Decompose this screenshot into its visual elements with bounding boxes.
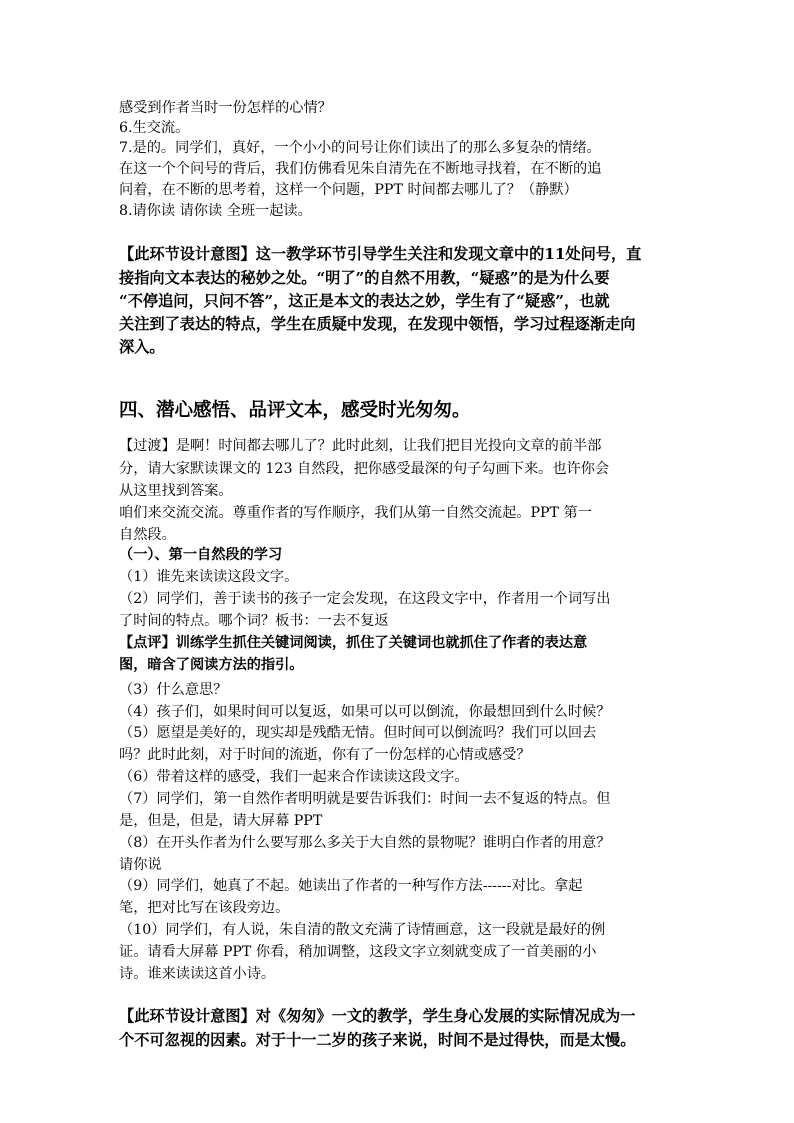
text-line: 分，请大家默读课文的 123 自然段，把你感受最深的句子勾画下来。也许你会 — [119, 461, 610, 477]
text-line: 诗。谁来读读这首小诗。 — [119, 966, 276, 982]
text-line: 了时间的特点。哪个词？板书：一去不复返 — [119, 613, 389, 629]
text-line: （5）愿望是美好的，现实却是残酷无情。但时间可以倒流吗？我们可以回去 — [119, 725, 597, 741]
text-line: （4）孩子们，如果时间可以复返，如果可以可以倒流，你最想回到什么时候？ — [119, 704, 611, 720]
design-intent-line: 【此环节设计意图】这一教学环节引导学生关注和发现文章中的11处问号，直 — [119, 245, 642, 263]
text-line: （7）同学们，第一自然作者明明就是要告诉我们：时间一去不复返的特点。但 — [119, 791, 611, 807]
text-line: 吗？此时此刻，对于时间的流逝，你有了一份怎样的心情或感受？ — [119, 747, 531, 763]
section-heading: 四、潜心感悟、品评文本，感受时光匆匆。 — [119, 400, 471, 421]
text-line: 问着，在不断的思考着，这样一个问题，PPT 时间都去哪儿了？（静默） — [119, 182, 578, 198]
text-line: （9）同学们，她真了不起。她读出了作者的一种写作方法------对比。拿起 — [119, 878, 583, 894]
subsection-title: （一）、第一自然段的学习 — [119, 547, 283, 563]
text-line: 咱们来交流交流。尊重作者的写作顺序，我们从第一自然交流起。PPT 第一 — [119, 505, 592, 521]
text-line: 8.请你读 请你读 全班一起读。 — [119, 203, 312, 219]
text-line: 在这一个个问号的背后，我们仿佛看见朱自清先在不断地寻找着，在不断的追 — [119, 161, 602, 177]
text-line: （3）什么意思？ — [119, 682, 228, 698]
comment-line: 图，暗含了阅读方法的指引。 — [119, 657, 304, 673]
text-line: 证。请看大屏幕 PPT 你看，稍加调整，这段文字立刻就变成了一首美丽的小 — [119, 944, 597, 960]
text-line: （8）在开头作者为什么要写那么多关于大自然的景物呢？谁明白作者的用意？ — [119, 835, 611, 851]
text-line: 【过渡】是啊！时间都去哪儿了？此时此刻，让我们把目光投向文章的前半部 — [119, 438, 602, 454]
text-line: 自然段。 — [119, 527, 176, 543]
text-line: 7.是的。同学们，真好，一个小小的问号让你们读出了的那么多复杂的情绪。 — [119, 140, 601, 156]
design-intent-line: 关注到了表达的特点，学生在质疑中发现，在发现中领悟，学习过程逐渐走向 — [119, 315, 636, 333]
text-line: （10）同学们，有人说，朱自清的散文充满了诗情画意，这一段就是最好的例 — [119, 922, 606, 938]
text-line: 从这里找到答案。 — [119, 483, 233, 499]
text-line: （2）同学们，善于读书的孩子一定会发现，在这段文字中，作者用一个词写出 — [119, 591, 611, 607]
design-intent-line: 【此环节设计意图】对《匆匆》一文的教学，学生身心发展的实际情况成为一 — [119, 1007, 636, 1025]
text-line: 笔，把对比写在该段旁边。 — [119, 900, 290, 916]
design-intent-line: 接指向文本表达的秘妙之处。“明了”的自然不用教，“疑惑”的是为什么要 — [119, 269, 610, 287]
text-line: 请你说 — [119, 857, 162, 873]
text-line: （6）带着这样的感受，我们一起来合作读读这段文字。 — [119, 769, 469, 785]
text-line: （1）谁先来读读这段文字。 — [119, 569, 299, 585]
text-line: 6.生交流。 — [119, 120, 190, 136]
text-line: 是，但是，但是，请大屏幕 PPT — [119, 813, 323, 829]
design-intent-line: 个不可忽视的因素。对于十一二岁的孩子来说，时间不是过得快，而是太慢。 — [119, 1031, 636, 1049]
comment-line: 【点评】训练学生抓住关键词阅读，抓住了关键词也就抓住了作者的表达意 — [119, 635, 588, 651]
text-line: 感受到作者当时一份怎样的心情？ — [119, 100, 332, 116]
design-intent-line: “不停追问，只问不答”，这正是本文的表达之妙，学生有了“疑惑”，也就 — [119, 292, 610, 310]
design-intent-line: 深入。 — [119, 338, 165, 356]
